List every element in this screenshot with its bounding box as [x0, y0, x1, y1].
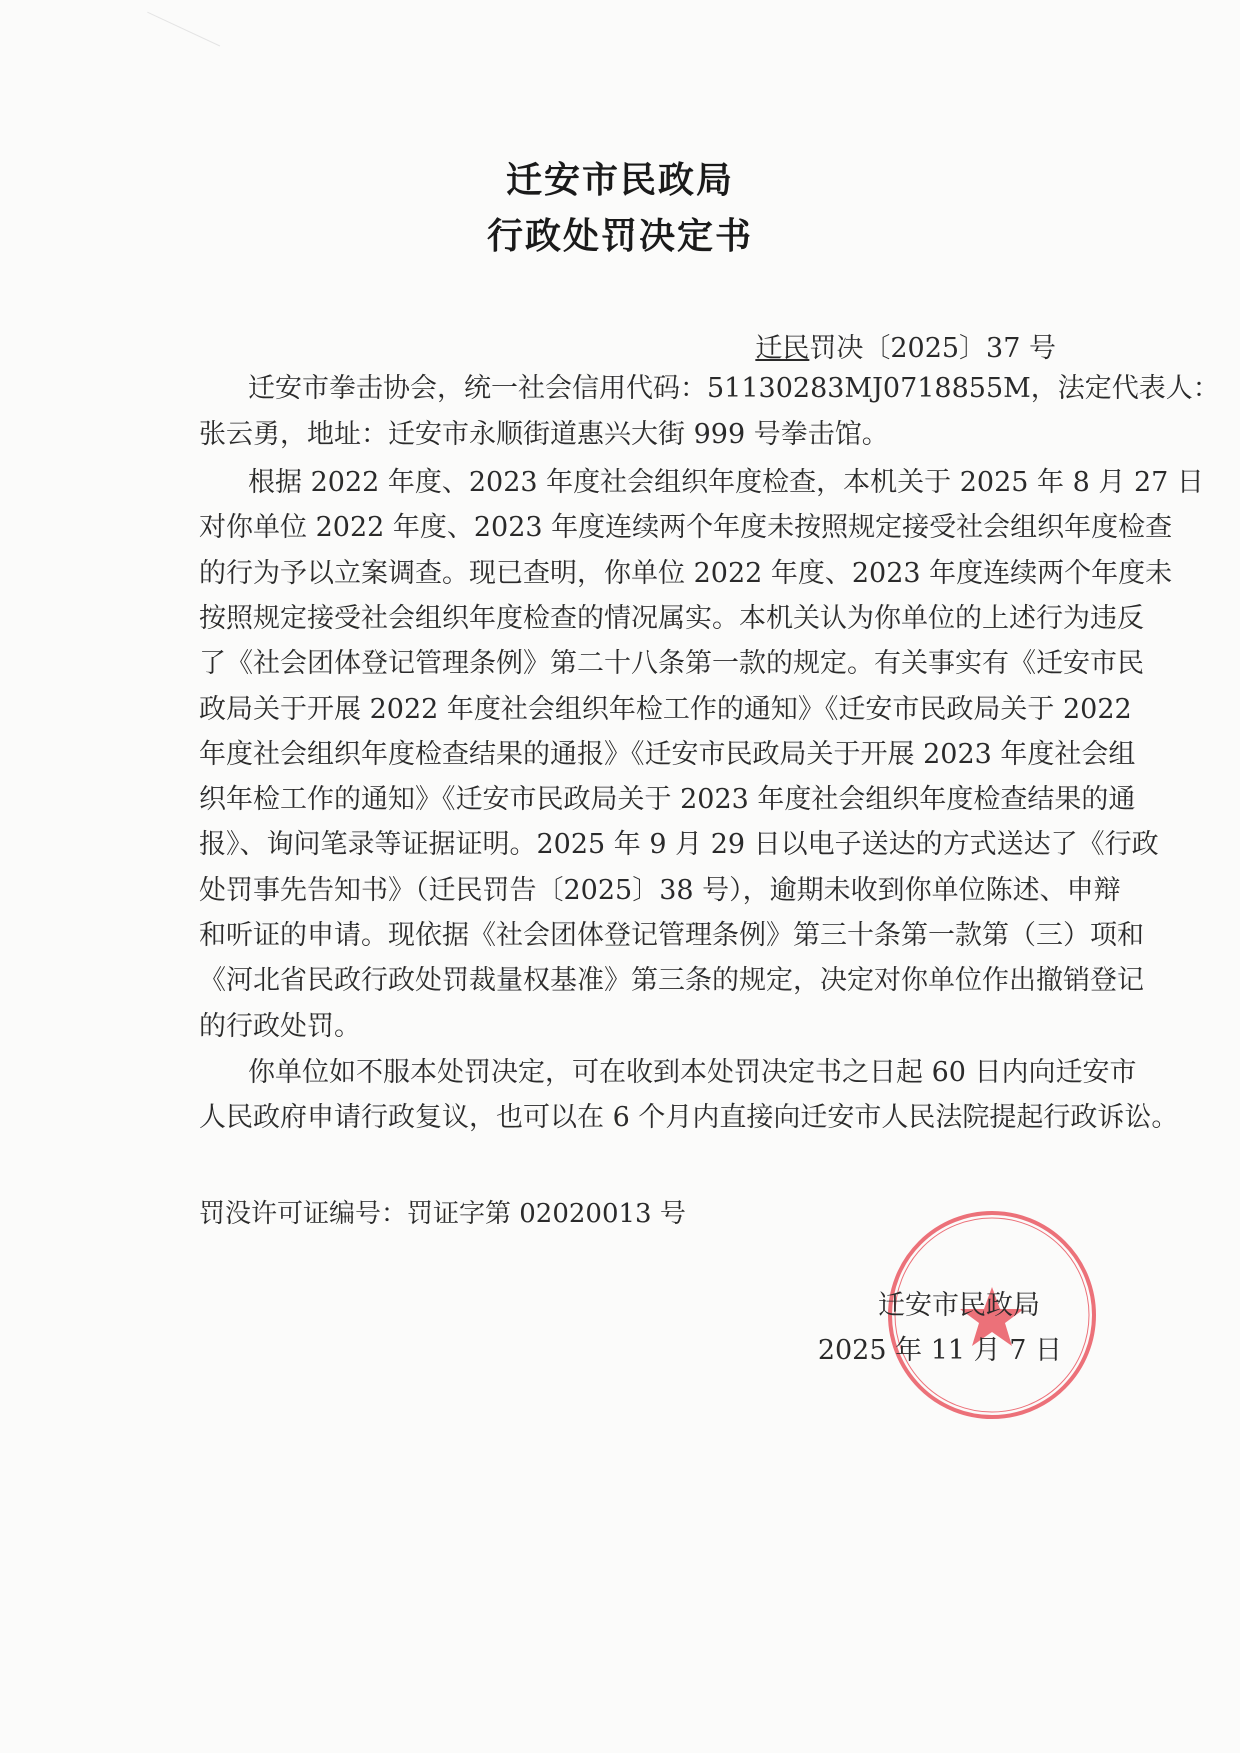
document-title-type: 行政处罚决定书 — [486, 215, 753, 257]
document-number-prefix: 迁民 — [755, 333, 810, 364]
document-number — [755, 326, 1056, 365]
body-line: 的行为予以立案调查。现已查明，你单位 2022 年度、2023 年度连续两个年度未 — [199, 557, 1173, 589]
body-line: 根据 2022 年度、2023 年度社会组织年度检查，本机关于 2025 年 8 月 27 日 — [248, 467, 1204, 498]
body-line: 政局关于开展 2022 年度社会组织年检工作的通知》《迁安市民政局关于 2022 — [199, 693, 1132, 725]
body-line: 的行政处罚。 — [199, 1010, 361, 1042]
permit-number: 罚没许可证编号：罚证字第 02020013 号 — [199, 1199, 686, 1229]
body-line: 《河北省民政行政处罚裁量权基准》第三条的规定，决定对你单位作出撤销登记 — [199, 965, 1144, 997]
appeal-line: 人民政府申请行政复议，也可以在 6 个月内直接向迁安市人民法院提起行政诉讼。 — [199, 1102, 1179, 1133]
party-line: 迁安市拳击协会，统一社会信用代码：51130283MJ0718855M，法定代表人： — [248, 373, 1220, 404]
body-line: 对你单位 2022 年度、2023 年度连续两个年度未按照规定接受社会组织年度检查 — [199, 512, 1173, 544]
body-line: 年度社会组织年度检查结果的通报》《迁安市民政局关于开展 2023 年度社会组 — [199, 738, 1136, 770]
document-title-agency: 迁安市民政局 — [505, 159, 734, 201]
body-line: 和听证的申请。现依据《社会团体登记管理条例》第三十条第一款第（三）项和 — [199, 920, 1144, 951]
body-line: 报》、询问笔录等证据证明。2025 年 9 月 29 日以电子送达的方式送达了《行政 — [199, 829, 1159, 861]
document-number-rest: 罚决〔2025〕37 号 — [809, 333, 1056, 364]
body-line: 了《社会团体登记管理条例》第二十八条第一款的规定。有关事实有《迁安市民 — [199, 648, 1144, 680]
body-line: 处罚事先告知书》（迁民罚告〔2025〕38 号），逾期未收到你单位陈述、申辩 — [199, 874, 1121, 906]
party-line: 张云勇，地址：迁安市永顺街道惠兴大街 999 号拳击馆。 — [199, 419, 889, 450]
issue-date: 2025 年 11 月 7 日 — [817, 1335, 1062, 1366]
body-line: 织年检工作的通知》《迁安市民政局关于 2023 年度社会组织年度检查结果的通 — [199, 784, 1136, 816]
page-fold-mark — [147, 0, 233, 46]
appeal-line: 你单位如不服本处罚决定，可在收到本处罚决定书之日起 60 日内向迁安市 — [248, 1057, 1137, 1088]
body-line: 按照规定接受社会组织年度检查的情况属实。本机关认为你单位的上述行为违反 — [199, 602, 1144, 634]
issuer-name: 迁安市民政局 — [878, 1290, 1040, 1321]
